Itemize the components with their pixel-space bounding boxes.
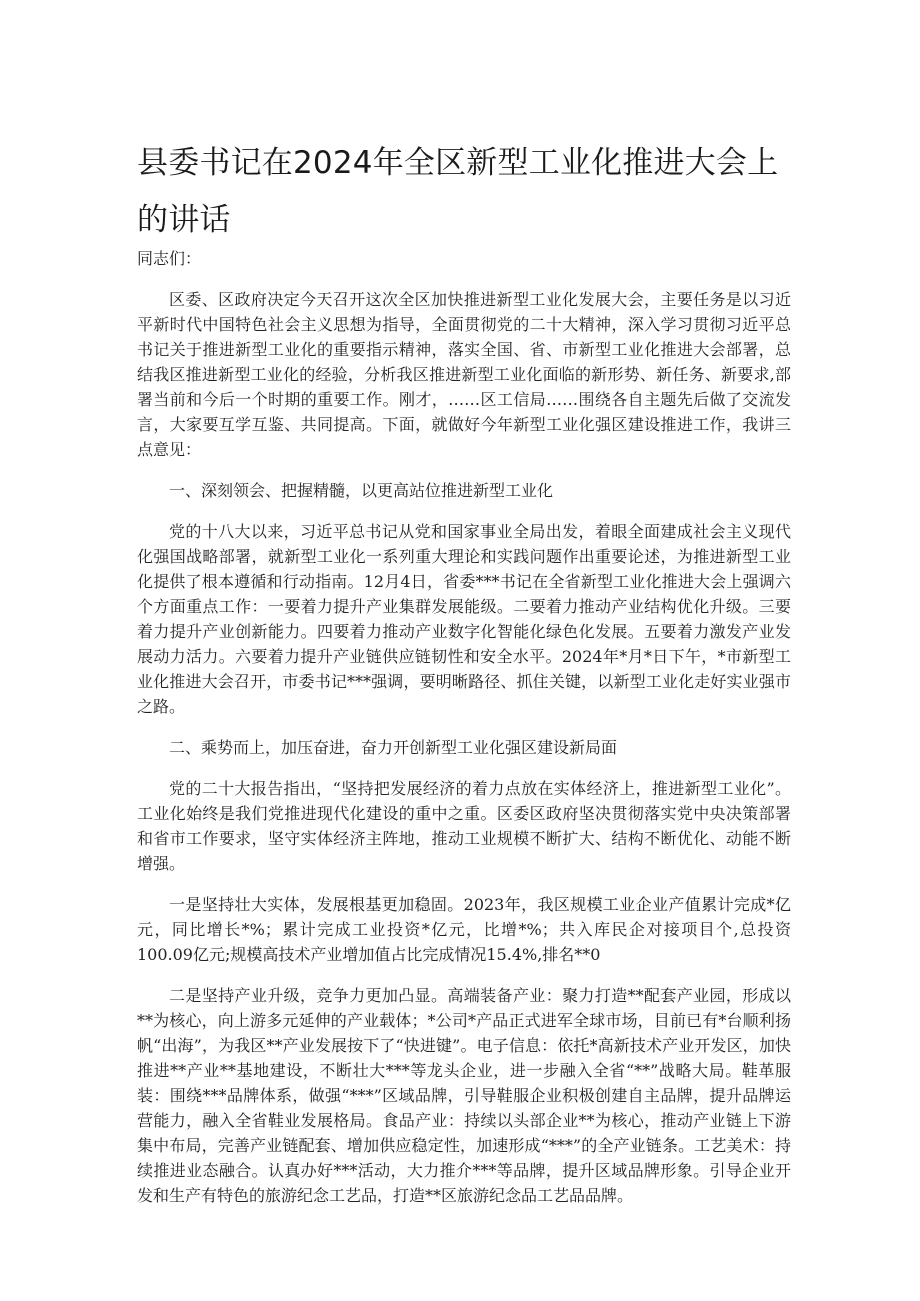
paragraph-intro: 区委、区政府决定今天召开这次全区加快推进新型工业化发展大会，主要任务是以习近平新时代中国特色社会主义思想为指导，全面贯彻党的二十大精神，深入学习贯彻习近平总书记关于推进新型工业化的重要指示精神，落实全国、省、市新型工业化推进大会部署，总结我区推进新型工业化的经验，分析我区推进新型工业化面临的新形势、新任务、新要求,部署当前和今后一个时期的重要工作。刚才，……区工信局……围绕各自主题先后做了交流发言，大家要互学互鉴、共同提高。下面，就做好今年新型工业化强区建设推进工作，我讲三点意见：: [137, 290, 791, 459]
paragraph-section-2: 党的二十大报告指出，“坚持把发展经济的着力点放在实体经济上，推进新型工业化”。工业化始终是我们党推进现代化建设的重中之重。区委区政府坚决贯彻落实党中央决策部署和省市工作要求，坚守实体经济主阵地，推动工业规模不断扩大、结构不断优化、动能不断增强。: [137, 779, 791, 873]
section-heading-1: 一、深刻领会、把握精髓，以更高站位推进新型工业化: [169, 481, 554, 500]
document-body: [137, 246, 791, 1224]
document-title: 县委书记在2024年全区新型工业化推进大会上的讲话: [137, 145, 779, 238]
section-heading-2: 二、乘势而上，加压奋进，奋力开创新型工业化强区建设新局面: [169, 738, 618, 757]
paragraph-point-2: 二是坚持产业升级，竞争力更加凸显。高端装备产业：聚力打造**配套产业园，形成以**为核心，向上游多元延伸的产业载体；*公司*产品正式进军全球市场，目前已有*台顺利扬帆“出海”，为我区**产业发展按下了“快进键”。电子信息：依托*高新技术产业开发区，加快推进**产业**基地建设，不断壮大***等龙头企业，进一步融入全省“**”战略大局。鞋革服装：围绕***品牌体系，做强“***”区域品牌，引导鞋服企业积极创建自主品牌，提升品牌运营能力，融入全省鞋业发展格局。食品产业：持续以头部企业**为核心，推动产业链上下游集中布局，完善产业链配套、增加供应稳定性，加速形成“***”的全产业链条。工艺美术：持续推进业态融合。认真办好***活动，大力推介***等品牌，提升区域品牌形象。引导企业开发和生产有特色的旅游纪念工艺品，打造**区旅游纪念品工艺品品牌。: [137, 986, 791, 1205]
paragraph-point-1: 一是坚持壮大实体，发展根基更加稳固。2023年，我区规模工业企业产值累计完成*亿元，同比增长*%；累计完成工业投资*亿元，比增*%；共入库民企对接项目个,总投资100.09亿元;规模高技术产业增加值占比完成情况15.4%,排名**0: [137, 895, 791, 964]
salutation: 同志们：: [137, 249, 202, 268]
paragraph-section-1: 党的十八大以来，习近平总书记从党和国家事业全局出发，着眼全面建成社会主义现代化强国战略部署，就新型工业化一系列重大理论和实践问题作出重要论述，为推进新型工业化提供了根本遵循和行动指南。12月4日，省委***书记在全省新型工业化推进大会上强调六个方面重点工作：一要着力提升产业集群发展能级。二要着力推动产业结构优化升级。三要着力提升产业创新能力。四要着力推动产业数字化智能化绿色化发展。五要着力激发产业发展动力活力。六要着力提升产业链供应链韧性和安全水平。2024年*月*日下午，*市新型工业化推进大会召开，市委书记***强调，要明晰路径、抓住关键，以新型工业化走好实业强市之路。: [137, 522, 791, 716]
